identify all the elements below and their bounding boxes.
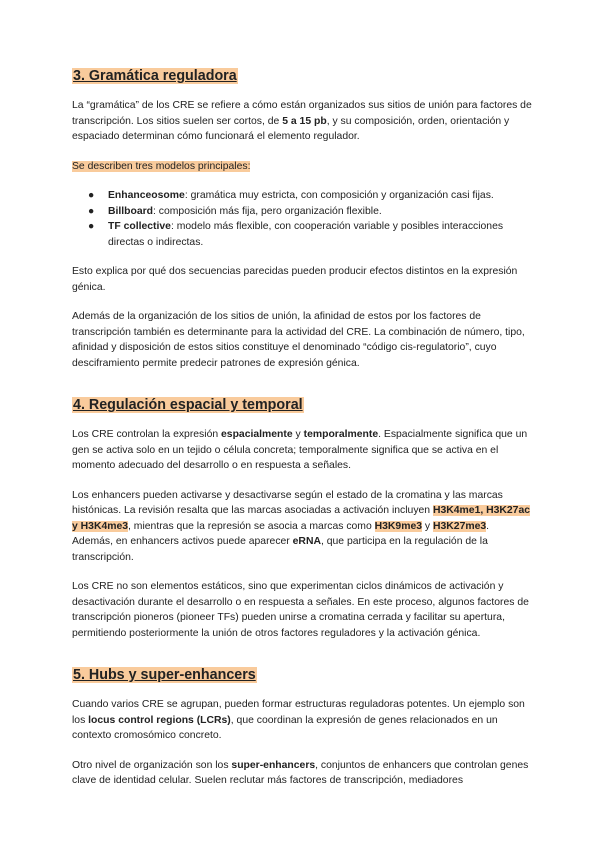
sec3-models-intro: Se describen tres modelos principales: [72,160,251,172]
models-list [72,188,532,250]
sec4-paragraph-1: Los CRE controlan la expresión espacialmente y temporalmente. Espacialmente significa que un gen se activa solo en un tejido o célula concreta; temporalmente significa que se activa en el momento adecuado del desarrollo o en respuesta a señales. [72,429,528,471]
section-4-heading: 4. Regulación espacial y temporal [73,397,303,413]
list-item: ● Enhanceosome: gramática muy estricta, con composición y organización casi fijas. [72,188,532,204]
list-item: ● TF collective: modelo más flexible, con cooperación variable y posibles interacciones directas o indirectas. [88,221,504,248]
page-content [72,66,532,789]
section-3-heading: 3. Gramática reguladora [73,68,237,84]
sec3-paragraph-1: La “gramática” de los CRE se refiere a cómo están organizados sus sitios de unión para factores de transcripción. Los sitios suelen ser cortos, de 5 a 15 pb, y su composición, orden, orientación y espaciado determinan cómo funcionará el elemento regulador. [72,100,532,142]
sec3-paragraph-2: Esto explica por qué dos secuencias parecidas pueden producir efectos distintos en la expresión génica. [72,266,518,293]
sec4-paragraph-3: Los CRE no son elementos estáticos, sino que experimentan ciclos dinámicos de activación y desactivación durante el desarrollo o en respuesta a señales. En este proceso, algunos factores de transcripción pioneros (pioneer TFs) pueden unirse a cromatina cerrada y facilitar su apertura, permitiendo posteriormente la unión de otros factores reguladores y la activación génica. [72,581,529,639]
sec5-paragraph-2: Otro nivel de organización son los super-enhancers, conjuntos de enhancers que controlan genes clave de identidad celular. Suelen reclutar más factores de transcripción, mediadores [72,759,529,786]
list-item: ● Billboard: composición más fija, pero organización flexible. [72,204,532,220]
section-5-heading: 5. Hubs y super-enhancers [73,667,256,683]
bullet-icon: ● [88,205,95,217]
sec4-paragraph-2: Los enhancers pueden activarse y desactivarse según el estado de la cromatina y las marcas histónicas. La revisión resalta que las marcas asociadas a activación incluyen H3K4me1, H3K27ac y H3K4me3, mientras que la represión se asocia a marcas como H3K9me3 y H3K27me3. Además, en enhancers activos puede aparecer eRNA, que participa en la regulación de la transcripción. [72,489,531,563]
activation-marks: H3K4me1, H3K27ac y H3K4me3 [72,505,531,532]
sec3-paragraph-3: Además de la organización de los sitios de unión, la afinidad de estos por los factores de transcripción también es determinante para la actividad del CRE. La combinación de número, tipo, afinidad y disposición de estos sitios constituye el denominado “código cis-regulatorio”, cuyo desciframiento permite predecir patrones de expresión génica. [72,311,525,369]
repression-mark-1: H3K9me3 [374,520,423,532]
sec5-paragraph-1: Cuando varios CRE se agrupan, pueden formar estructuras reguladoras potentes. Un ejemplo son los locus control regions (LCRs), que coordinan la expresión de genes relacionados en un contexto cromosómico concreto. [72,699,525,741]
bullet-icon: ● [88,221,95,232]
bullet-icon: ● [88,190,95,201]
repression-mark-2: H3K27me3 [433,520,487,532]
